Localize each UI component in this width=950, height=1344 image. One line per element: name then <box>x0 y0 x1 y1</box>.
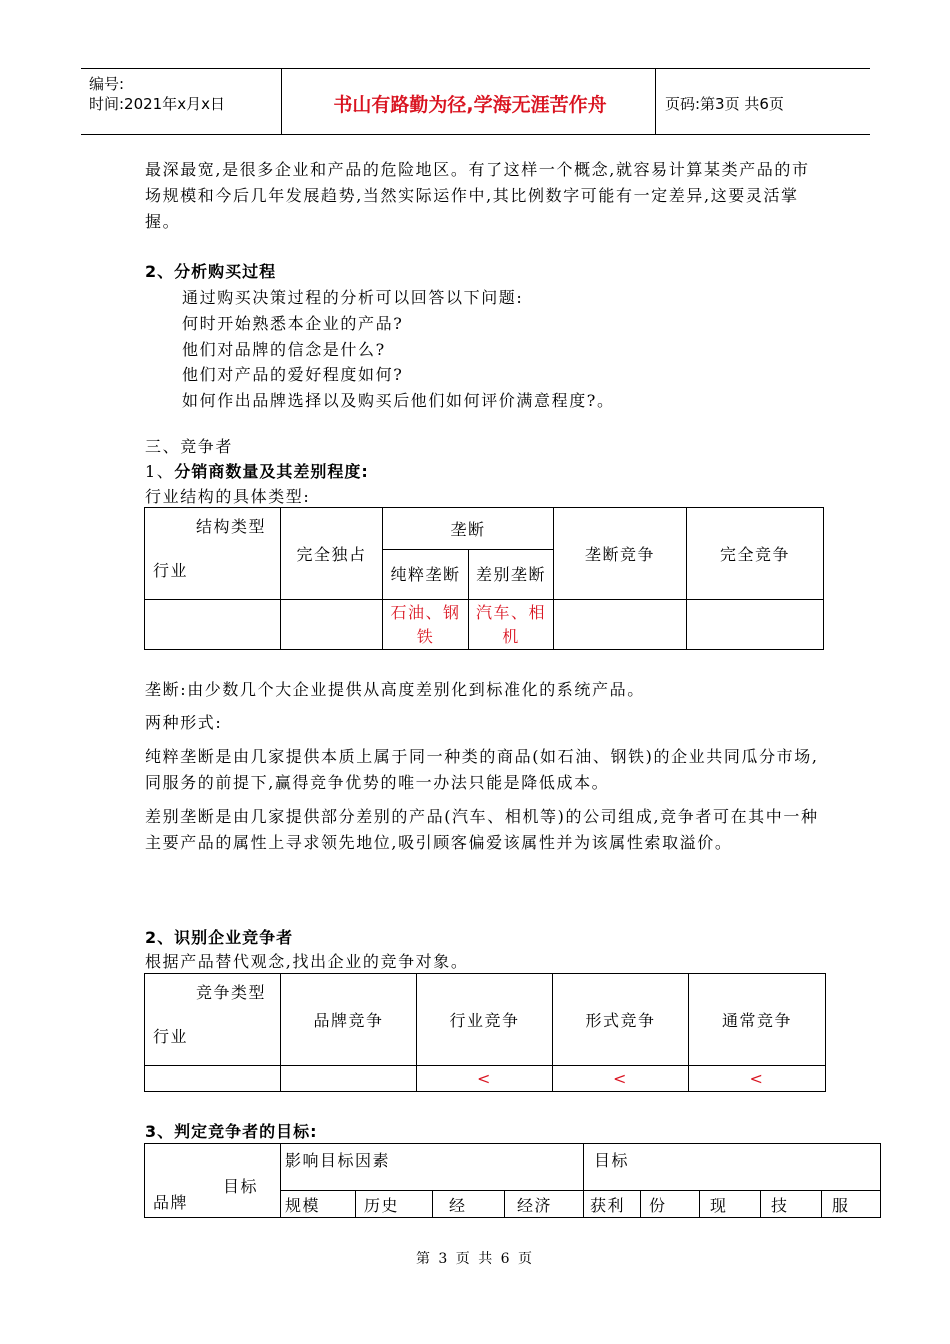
section-title: 三、竞争者 <box>145 437 234 456</box>
list-item: 何时开始熟悉本企业的产品? <box>182 314 404 333</box>
subheader-cell: 技 <box>761 1191 822 1218</box>
competitor-goals-table <box>144 1143 881 1218</box>
subheader-cell: 服 <box>822 1191 881 1218</box>
table-cell <box>687 600 824 650</box>
group-header-cell: 影响目标因素 <box>281 1144 584 1191</box>
header-cell: 形式竞争 <box>553 974 689 1066</box>
subheader-cell: 获利 <box>584 1191 641 1218</box>
header-meta <box>89 74 225 114</box>
corner-bottom-label: 品牌 <box>153 1193 189 1212</box>
corner-top-label: 竞争类型 <box>195 983 266 1002</box>
list-item: 他们对产品的爱好程度如何? <box>182 365 404 384</box>
table-corner-cell <box>145 508 281 600</box>
corner-bottom-label: 行业 <box>153 1027 189 1046</box>
subsection-title: 2、识别企业竞争者 <box>145 928 294 947</box>
table-corner-cell <box>145 974 281 1066</box>
header-motto: 书山有路勤为径,学海无涯苦作舟 <box>333 94 607 116</box>
subheader-cell: 经济 <box>505 1191 584 1218</box>
subsection-title: 3、判定竞争者的目标: <box>145 1122 318 1141</box>
subheader-cell: 规模 <box>281 1191 356 1218</box>
section-title: 2、分析购买过程 <box>145 262 277 281</box>
header-cell: 通常竞争 <box>689 974 826 1066</box>
table-cell <box>281 1066 417 1092</box>
list-item: 如何作出品牌选择以及购买后他们如何评价满意程度?。 <box>182 391 615 410</box>
subsection-label: 分销商数量及其差别程度: <box>174 462 369 481</box>
header-cell: 垄断竞争 <box>554 508 687 600</box>
subsection-number: 1、 <box>145 462 175 481</box>
group-header-cell: 目标 <box>584 1144 881 1191</box>
header-divider <box>655 69 656 134</box>
subheader-cell: 纯粹垄断 <box>383 550 469 600</box>
header-cell: 完全竞争 <box>687 508 824 600</box>
header-number: 编号: <box>89 75 125 93</box>
subsection-subtitle: 根据产品替代观念,找出企业的竞争对象。 <box>145 952 469 971</box>
table-cell <box>145 1066 281 1092</box>
page-footer: 第 3 页 共 6 页 <box>415 1251 535 1267</box>
table-cell <box>281 600 383 650</box>
paragraph: 两种形式: <box>145 713 223 732</box>
table-cell: < <box>553 1066 689 1092</box>
header-cell: 完全独占 <box>281 508 383 600</box>
paragraph: 差别垄断是由几家提供部分差别的产品(汽车、相机等)的公司组成,竞争者可在其中一种主要产品的属性上寻求领先地位,吸引顾客偏爱该属性并为该属性索取溢价。 <box>145 807 819 852</box>
corner-bottom-label: 行业 <box>153 561 189 580</box>
subheader-cell: 现 <box>700 1191 761 1218</box>
competitor-type-table <box>144 973 826 1092</box>
table-cell: 汽车、相机 <box>469 600 554 650</box>
table-cell: < <box>417 1066 553 1092</box>
industry-structure-table <box>144 507 824 650</box>
header-divider <box>281 69 282 134</box>
list-item: 他们对品牌的信念是什么? <box>182 340 386 359</box>
list-item: 通过购买决策过程的分析可以回答以下问题: <box>182 288 524 307</box>
paragraph: 垄断:由少数几个大企业提供从高度差别化到标准化的系统产品。 <box>145 680 645 699</box>
subsection-subtitle: 行业结构的具体类型: <box>145 487 311 506</box>
table-cell: 石油、钢铁 <box>383 600 469 650</box>
table-corner-cell <box>145 1144 281 1218</box>
header-cell: 行业竞争 <box>417 974 553 1066</box>
intro-paragraph: 最深最宽,是很多企业和产品的危险地区。有了这样一个概念,就容易计算某类产品的市场规模和今后几年发展趋势,当然实际运作中,其比例数字可能有一定差异,这要灵活掌握。 <box>145 160 810 231</box>
table-cell <box>145 600 281 650</box>
header-cell: 品牌竞争 <box>281 974 417 1066</box>
subheader-cell: 差别垄断 <box>469 550 554 600</box>
paragraph: 纯粹垄断是由几家提供本质上属于同一种类的商品(如石油、钢铁)的企业共同瓜分市场,同服务的前提下,赢得竞争优势的唯一办法只能是降低成本。 <box>145 747 819 792</box>
table-cell: < <box>689 1066 826 1092</box>
corner-top-label: 目标 <box>222 1177 258 1196</box>
page-header <box>81 68 870 135</box>
header-page: 页码:第3页 共6页 <box>665 95 784 113</box>
subsection-title <box>145 459 825 485</box>
table-cell <box>554 600 687 650</box>
subheader-cell: 经 <box>433 1191 505 1218</box>
header-time: 时间:2021年x月x日 <box>89 95 225 113</box>
header-cell: 垄断 <box>383 508 554 550</box>
corner-top-label: 结构类型 <box>195 517 266 536</box>
subheader-cell: 份 <box>641 1191 700 1218</box>
subheader-cell: 历史 <box>356 1191 433 1218</box>
